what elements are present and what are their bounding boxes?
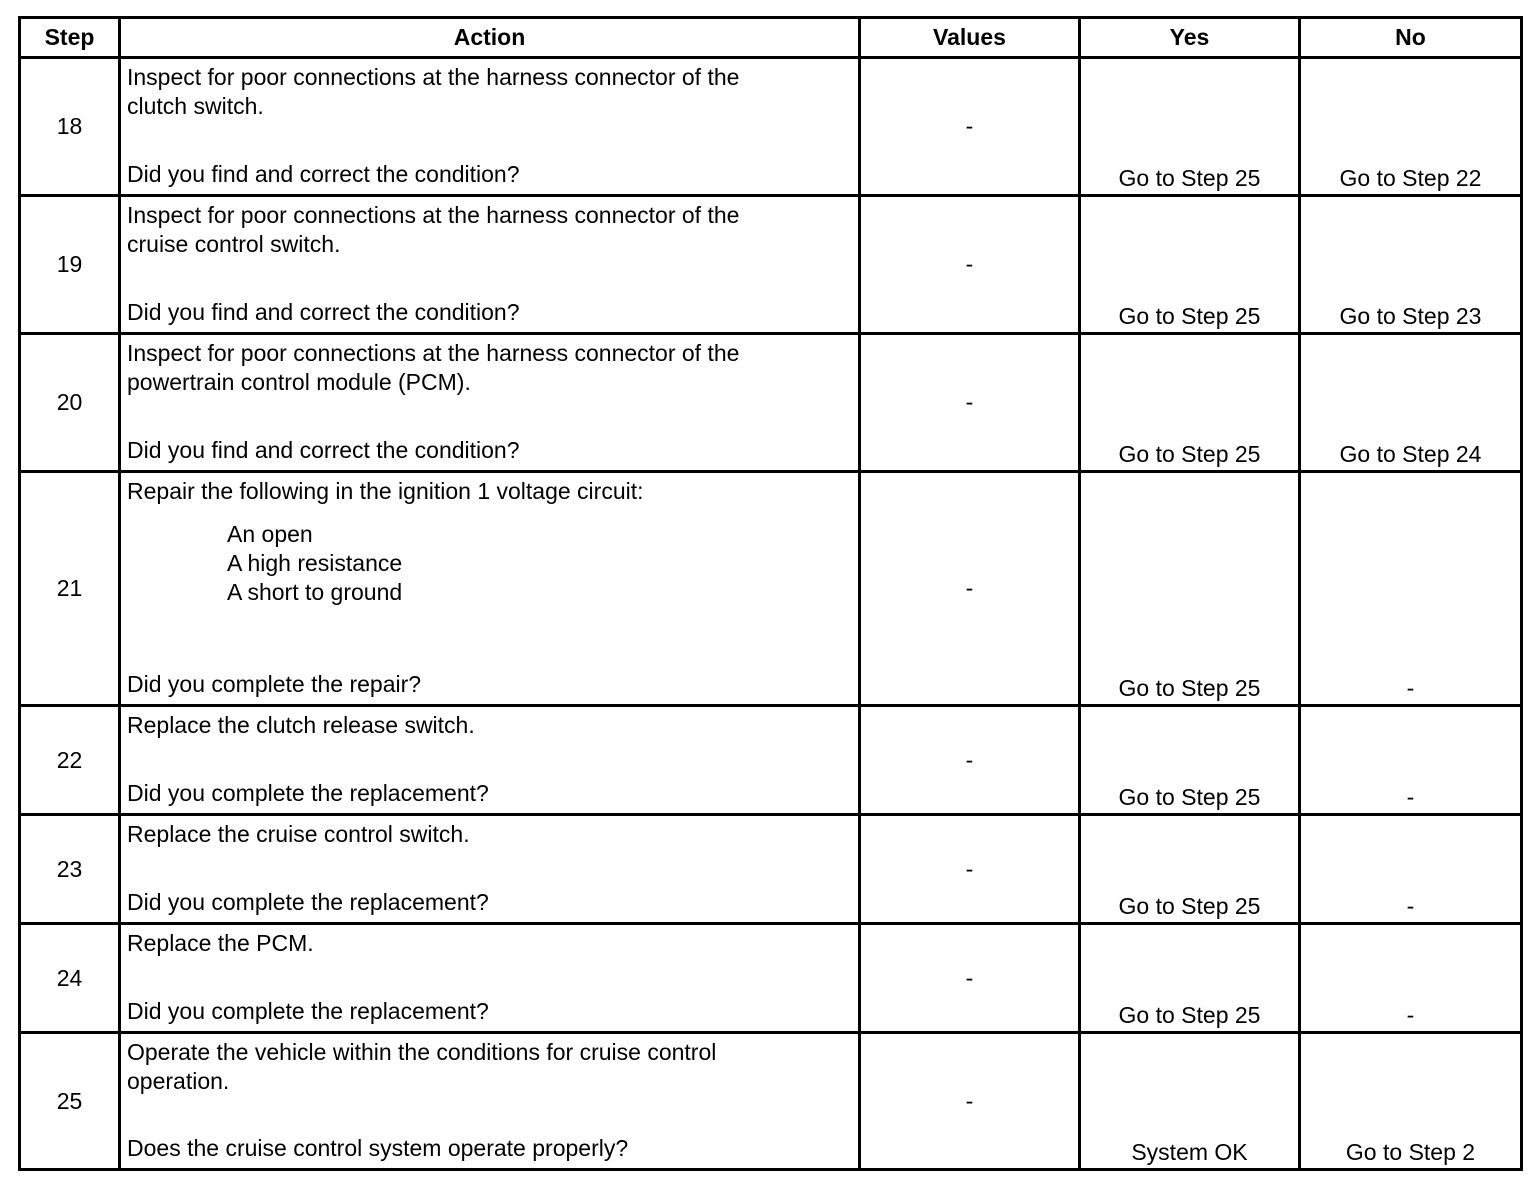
yes-cell: Go to Step 25 [1080,815,1300,924]
values-cell: - [860,1033,1080,1170]
values-cell: - [860,472,1080,706]
no-cell: Go to Step 2 [1300,1033,1522,1170]
action-question: Did you find and correct the condition? [127,161,520,187]
no-cell: - [1300,472,1522,706]
header-no: No [1300,18,1522,58]
yes-cell: Go to Step 25 [1080,334,1300,472]
table-row [20,1033,1522,1170]
action-question: Did you complete the replacement? [127,780,489,806]
no-cell: - [1300,924,1522,1033]
action-text: Inspect for poor connections at the harness connector of the [127,202,740,228]
values-cell: - [860,58,1080,196]
step-number: 22 [20,706,120,815]
action-list [127,506,852,621]
no-cell: - [1300,706,1522,815]
step-number: 24 [20,924,120,1033]
action-question: Did you complete the repair? [127,671,422,697]
action-question: Did you find and correct the condition? [127,437,520,463]
header-row [20,18,1522,58]
header-action: Action [120,18,860,58]
action-text: powertrain control module (PCM). [127,369,471,395]
action-text: Inspect for poor connections at the harness connector of the [127,340,740,366]
yes-cell: System OK [1080,1033,1300,1170]
no-cell: Go to Step 22 [1300,58,1522,196]
yes-cell: Go to Step 25 [1080,706,1300,815]
action-question: Did you find and correct the condition? [127,299,520,325]
yes-cell: Go to Step 25 [1080,924,1300,1033]
action-text: clutch switch. [127,93,264,119]
values-cell: - [860,706,1080,815]
action-cell [120,815,860,924]
action-cell [120,706,860,815]
action-question: Did you complete the replacement? [127,998,489,1024]
action-cell [120,472,860,706]
table-row [20,924,1522,1033]
action-list-item: A high resistance [227,550,403,576]
step-number: 21 [20,472,120,706]
action-cell [120,1033,860,1170]
table-body [20,58,1522,1170]
table-row [20,472,1522,706]
step-number: 19 [20,196,120,334]
no-cell: - [1300,815,1522,924]
action-text: Operate the vehicle within the conditions for cruise control [127,1039,717,1065]
action-text: operation. [127,1068,230,1094]
table-row [20,196,1522,334]
yes-cell: Go to Step 25 [1080,58,1300,196]
no-cell: Go to Step 24 [1300,334,1522,472]
action-text: Replace the cruise control switch. [127,821,470,847]
yes-cell: Go to Step 25 [1080,196,1300,334]
header-yes: Yes [1080,18,1300,58]
action-text: Repair the following in the ignition 1 voltage circuit: [127,478,644,504]
action-text: Replace the clutch release switch. [127,712,475,738]
step-number: 23 [20,815,120,924]
values-cell: - [860,924,1080,1033]
header-step: Step [20,18,120,58]
table-row [20,815,1522,924]
action-cell [120,924,860,1033]
table-row [20,706,1522,815]
table-row [20,334,1522,472]
yes-cell: Go to Step 25 [1080,472,1300,706]
action-cell [120,196,860,334]
action-text: cruise control switch. [127,231,341,257]
values-cell: - [860,196,1080,334]
action-cell [120,334,860,472]
action-question: Did you complete the replacement? [127,889,489,915]
step-number: 25 [20,1033,120,1170]
step-number: 20 [20,334,120,472]
header-values: Values [860,18,1080,58]
action-list-item: A short to ground [227,579,403,605]
values-cell: - [860,334,1080,472]
action-question: Does the cruise control system operate properly? [127,1135,629,1161]
values-cell: - [860,815,1080,924]
diagnostic-table [18,16,1523,1171]
table-row [20,58,1522,196]
action-text: Replace the PCM. [127,930,314,956]
action-list-item: An open [227,521,313,547]
action-text: Inspect for poor connections at the harness connector of the [127,64,740,90]
step-number: 18 [20,58,120,196]
action-cell [120,58,860,196]
no-cell: Go to Step 23 [1300,196,1522,334]
